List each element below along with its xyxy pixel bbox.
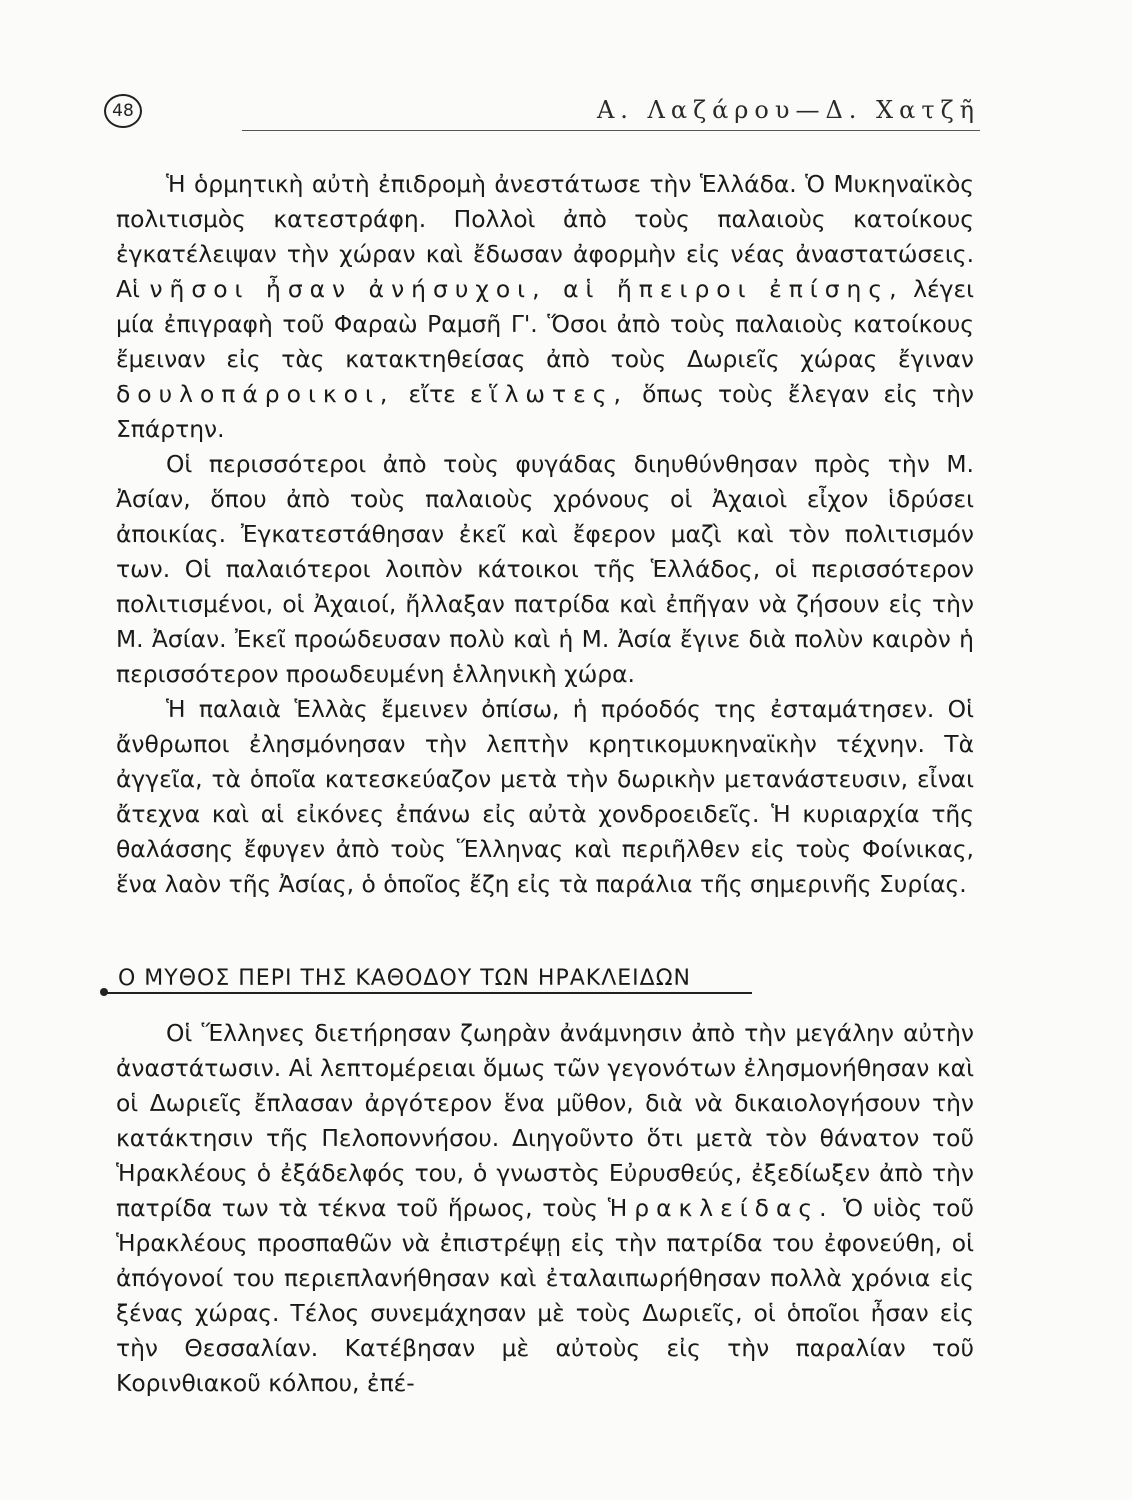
paragraph-1	[116, 167, 974, 447]
paragraph-4-text-a: Οἱ Ἕλληνες διετήρησαν ζωηρὰν ἀνάμνησιν ἀπὸ τὴν μεγάλην αὐτὴν ἀναστάτωσιν. Αἱ λεπτομέρειαι ὅμως τῶν γεγονότων ἐλησμονήθησαν καὶ οἱ Δωριεῖς ἔπλασαν ἀργότερον ἕνα μῦθον, διὰ νὰ δικαιολογήσουν τὴν κατάκτησιν τῆς Πελοποννήσου. Διηγοῦντο ὅτι μετὰ τὸν θάνατον τοῦ Ἡρακλέους ὁ ἐξάδελφός του, ὁ γνωστὸς Εὐρυσθεύς, ἐξεδίωξεν ἀπὸ τὴν πατρίδα των τὰ τέκνα τοῦ ἥρωος, τοὺς	[116, 1019, 974, 1222]
header-rule	[242, 130, 980, 131]
paragraph-4-text-b: Ὁ υἱὸς τοῦ Ἡρακλέους προσπαθῶν νὰ ἐπιστρέψῃ εἰς τὴν πατρίδα του ἐφονεύθη, οἱ ἀπόγονοί του περιεπλανήθησαν καὶ ἐταλαιπωρήθησαν πολλὰ χρόνια εἰς ξένας χώρας. Τέλος συνεμάχησαν μὲ τοὺς Δωριεῖς, οἱ ὁποῖοι ἦσαν εἰς τὴν Θεσσαλίαν. Κατέβησαν μὲ αὐτοὺς εἰς τὴν παραλίαν τοῦ Κορινθιακοῦ κόλπου, ἐπέ-	[116, 1194, 975, 1397]
main-text-block	[116, 167, 974, 902]
paragraph-1-text-c: εἴτε	[394, 380, 471, 408]
paragraph-4	[116, 1016, 974, 1401]
section-text-block	[116, 1016, 974, 1401]
paragraph-4-spaced-term: Ἡρακλείδας.	[607, 1194, 834, 1222]
section-heading: Ο ΜΥΘΟΣ ΠΕΡΙ ΤΗΣ ΚΑΘΟΔΟΥ ΤΩΝ ΗΡΑΚΛΕΙΔΩΝ	[118, 966, 691, 991]
page-number: 48	[104, 94, 142, 128]
page-header	[104, 92, 980, 134]
paragraph-1-spaced-quote: νῆσοι ἦσαν ἀνήσυχοι, αἱ ἤπειροι ἐπίσης,	[149, 275, 904, 303]
paragraph-3: Ἡ παλαιὰ Ἑλλὰς ἔμεινεν ὀπίσω, ἡ πρόοδός της ἐσταμάτησεν. Οἱ ἄνθρωποι ἐλησμόνησαν τὴν λεπτὴν κρητικομυκηναϊκὴν τέχνην. Τὰ ἀγγεῖα, τὰ ὁποῖα κατεσκεύαζον μετὰ τὴν δωρικὴν μετανάστευσιν, εἶναι ἄτεχνα καὶ αἱ εἰκόνες ἐπάνω εἰς αὐτὰ χονδροειδεῖς. Ἡ κυριαρχία τῆς θαλάσσης ἔφυγεν ἀπὸ τοὺς Ἕλληνας καὶ περιῆλθεν εἰς τοὺς Φοίνικας, ἕνα λαὸν τῆς Ἀσίας, ὁ ὁποῖος ἔζη εἰς τὰ παράλια τῆς σημερινῆς Συρίας.	[116, 695, 974, 898]
paragraph-1-spaced-term-2: εἵλωτες,	[470, 380, 628, 408]
paragraph-1-spaced-term-1: δουλοπάροικοι,	[116, 380, 395, 408]
paragraph-1-text-a: Ἡ ὁρμητικὴ αὐτὴ ἐπιδρομὴ ἀνεστάτωσε τὴν Ἑλλάδα. Ὁ Μυκηναϊκὸς πολιτισμὸς κατεστράφη. Πολλοὶ ἀπὸ τοὺς παλαιοὺς κατοίκους ἐγκατέλειψαν τὴν χώραν καὶ ἔδωσαν ἀφορμὴν εἰς νέας ἀναστατώσεις. Αἱ	[116, 170, 974, 303]
paragraph-2: Οἱ περισσότεροι ἀπὸ τοὺς φυγάδας διηυθύνθησαν πρὸς τὴν Μ. Ἀσίαν, ὅπου ἀπὸ τοὺς παλαιοὺς χρόνους οἱ Ἀχαιοὶ εἶχον ἱδρύσει ἀποικίας. Ἐγκατεστάθησαν ἐκεῖ καὶ ἔφερον μαζὶ καὶ τὸν πολιτισμόν των. Οἱ παλαιότεροι λοιπὸν κάτοικοι τῆς Ἑλλάδος, οἱ περισσότερον πολιτισμένοι, οἱ Ἀχαιοί, ἤλλαξαν πατρίδα καὶ ἐπῆγαν νὰ ζήσουν εἰς τὴν Μ. Ἀσίαν. Ἐκεῖ προώδευσαν πολὺ καὶ ἡ Μ. Ἀσία ἔγινε διὰ πολὺν καιρὸν ἡ περισσότερον προωδευμένη ἑλληνικὴ χώρα.	[116, 450, 974, 688]
paragraph-1-text-d: ὅπως τοὺς ἔλεγαν εἰς τὴν Σπάρτην.	[116, 380, 974, 443]
heading-underline	[104, 992, 752, 994]
running-head: Α. Λαζάρου—Δ. Χατζῆ	[596, 96, 980, 124]
paragraph-1-text-b: λέγει μία ἐπιγραφὴ τοῦ Φαραὼ Ραμσῆ Γ'. Ὅσοι ἀπὸ τοὺς παλαιοὺς κατοίκους ἔμειναν εἰς τὰς κατακτηθείσας ἀπὸ τοὺς Δωριεῖς χώρας ἔγιναν	[116, 275, 974, 373]
